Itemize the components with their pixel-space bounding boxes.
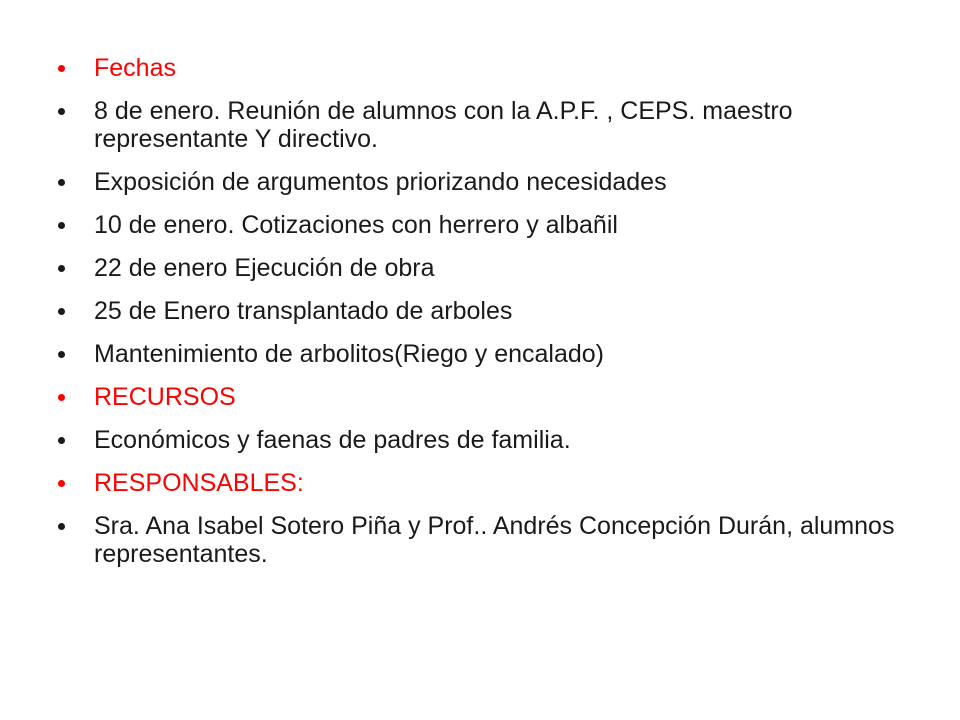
bullet-text: Económicos y faenas de padres de familia. (94, 426, 571, 454)
bullet-text: 8 de enero. Reunión de alumnos con la A.P.F. , CEPS. maestro representante Y directivo. (94, 97, 793, 153)
bullet-dot-icon (58, 179, 65, 186)
bullet-text: 10 de enero. Cotizaciones con herrero y albañil (94, 211, 618, 239)
bullet-list (58, 54, 938, 583)
bullet-text: RECURSOS (94, 383, 236, 411)
bullet-item-personas (58, 512, 938, 568)
bullet-text: Fechas (94, 54, 176, 82)
bullet-text: 25 de Enero transplantado de arboles (94, 297, 513, 325)
bullet-text: Sra. Ana Isabel Sotero Piña y Prof.. Andrés Concepción Durán, alumnos representantes. (94, 512, 895, 568)
bullet-item-transplantado (58, 297, 938, 325)
bullet-item-cotizaciones (58, 211, 938, 239)
bullet-text: Mantenimiento de arbolitos(Riego y encalado) (94, 340, 605, 368)
bullet-dot-icon (58, 351, 65, 358)
bullet-text: RESPONSABLES: (94, 469, 304, 497)
bullet-item-responsables (58, 469, 938, 497)
bullet-item-fechas (58, 54, 938, 82)
bullet-dot-icon (58, 437, 65, 444)
bullet-dot-icon (58, 222, 65, 229)
bullet-dot-icon (58, 265, 65, 272)
bullet-dot-icon (58, 65, 65, 72)
bullet-item-exposicion (58, 168, 938, 196)
bullet-dot-icon (58, 394, 65, 401)
bullet-item-reunion (58, 97, 938, 153)
bullet-text: Exposición de argumentos priorizando necesidades (94, 168, 667, 196)
bullet-item-mantenimiento (58, 340, 938, 368)
bullet-item-recursos (58, 383, 938, 411)
bullet-item-ejecucion (58, 254, 938, 282)
bullet-dot-icon (58, 308, 65, 315)
bullet-text: 22 de enero Ejecución de obra (94, 254, 435, 282)
bullet-dot-icon (58, 523, 65, 530)
bullet-dot-icon (58, 480, 65, 487)
bullet-item-economicos (58, 426, 938, 454)
bullet-dot-icon (58, 108, 65, 115)
